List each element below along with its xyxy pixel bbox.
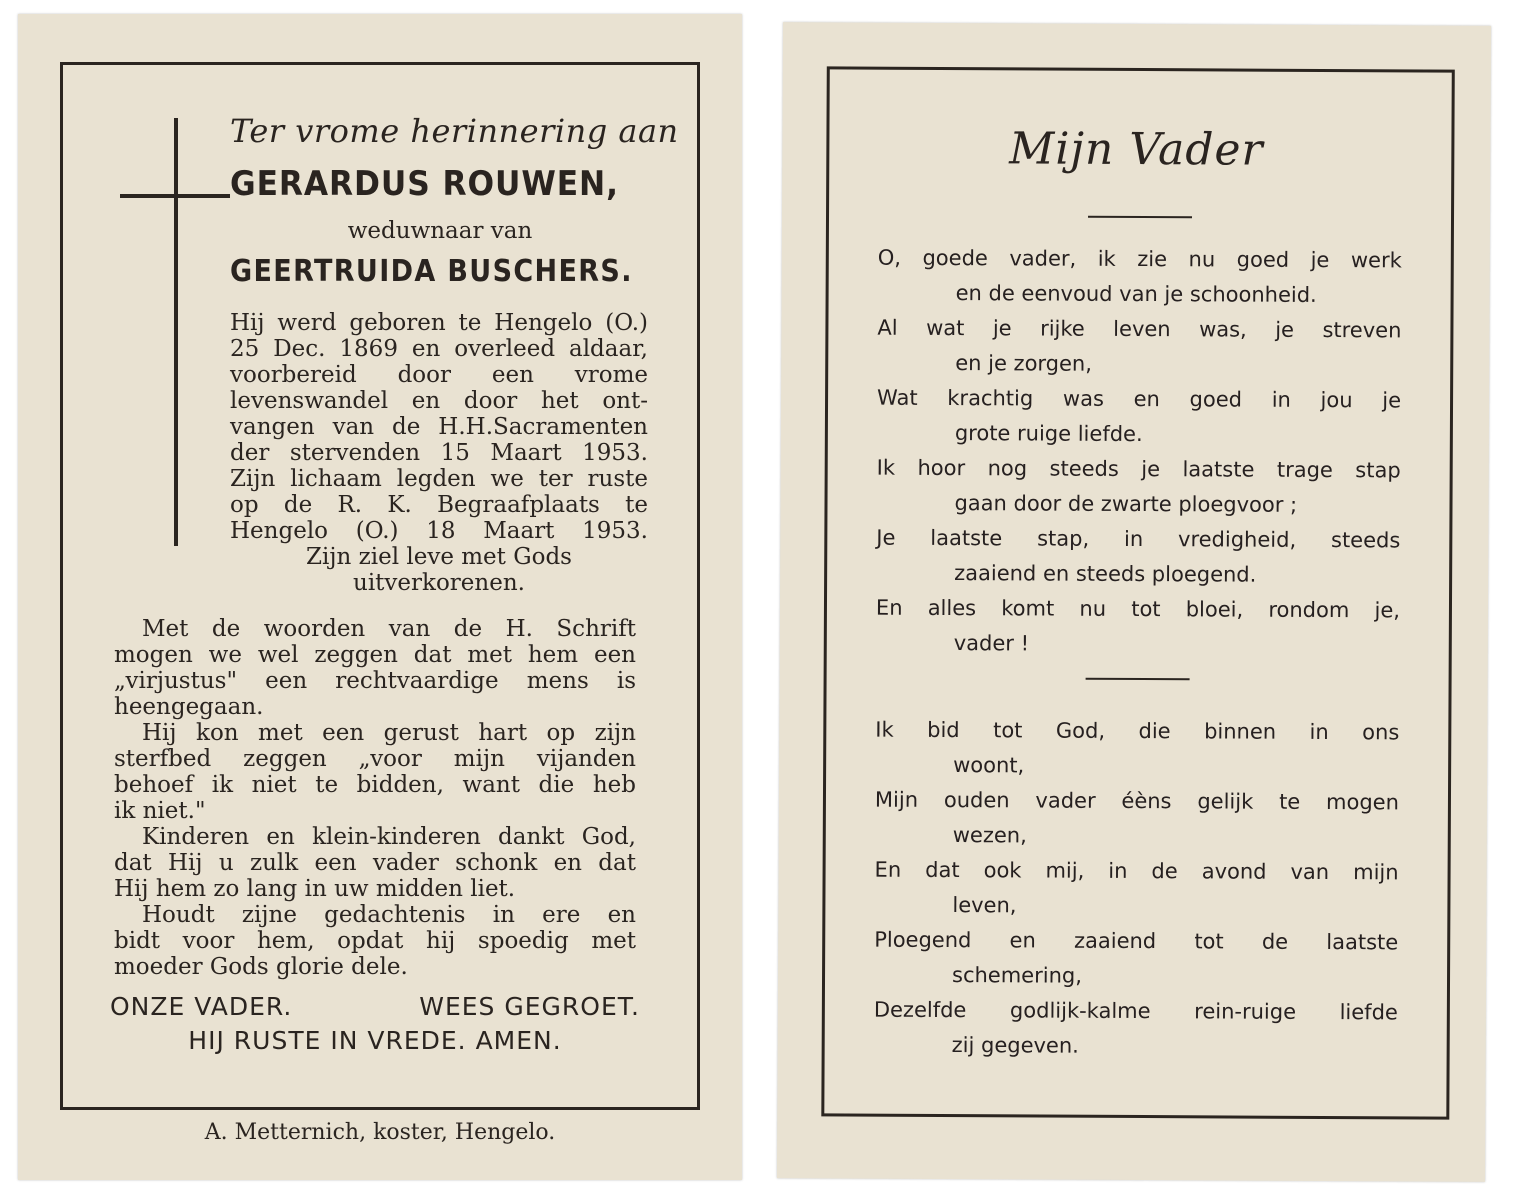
text-line: Kinderen en klein-kinderen dankt God, <box>142 824 636 850</box>
text-line: Houdt zijne gedachtenis in ere en <box>142 902 636 928</box>
text-line: Met de woorden van de H. Schrift <box>142 616 636 642</box>
prayer-onze-vader: ONZE VADER. <box>110 992 293 1021</box>
text-line: „virjustus" een rechtvaardige mens is <box>114 668 636 694</box>
text-line: heengegaan. <box>114 694 264 720</box>
text-line: Hij kon met een gerust hart op zijn <box>142 720 636 746</box>
poem-line: O, goede vader, ik zie nu goed je werk <box>877 245 1402 273</box>
poem-line: grote ruige liefde. <box>954 421 1143 447</box>
poem-line: zij gegeven. <box>951 1033 1079 1058</box>
poem-line: En dat ook mij, in de avond van mijn <box>874 857 1399 885</box>
prayer-line <box>110 992 640 1021</box>
bio-line: Zijn lichaam legden we ter ruste <box>230 466 648 492</box>
text-line: behoef ik niet te bidden, want die heb <box>114 772 636 798</box>
text-line: moeder Gods glorie dele. <box>114 954 408 980</box>
poem-line: Je laatste stap, in vredigheid, steeds <box>876 525 1401 553</box>
prayer-wees-gegroet: WEES GEGROET. <box>419 992 640 1021</box>
text-line: ik niet." <box>114 798 206 824</box>
poem-line: Ik hoor nog steeds je laatste trage stap <box>876 455 1401 483</box>
memorial-card-front <box>18 14 742 1180</box>
bio-line: Zijn ziel leve met Gods <box>306 544 572 570</box>
poem-line: leven, <box>952 893 1017 918</box>
text-line: Hij hem zo lang in uw midden liet. <box>114 876 516 902</box>
poem-line: en de eenvoud van je schoonheid. <box>955 281 1317 307</box>
cross-bar <box>120 194 230 198</box>
poem-line: Al wat je rijke leven was, je streven <box>877 315 1402 343</box>
bio-line: Hengelo (O.) 18 Maart 1953. <box>230 518 648 544</box>
bio-line: uitverkorenen. <box>353 570 525 596</box>
poem-line: Wat krachtig was en goed in jou je <box>877 385 1402 413</box>
bio-line: levenswandel en door het ont- <box>230 388 648 414</box>
text-line: mogen we wel zeggen dat met hem een <box>114 642 636 668</box>
text-line: sterfbed zeggen „voor mijn vijanden <box>114 746 636 772</box>
bio-line: 25 Dec. 1869 en overleed aldaar, <box>230 336 648 362</box>
poem-line: Dezelfde godlijk-kalme rein-ruige liefde <box>873 997 1398 1025</box>
spouse-name: GEERTRUIDA BUSCHERS. <box>230 254 633 289</box>
poem-line: vader ! <box>953 631 1030 656</box>
memorial-heading: Ter vrome herinnering aan <box>230 112 679 150</box>
poem-line: Mijn ouden vader éèns gelijk te mogen <box>874 787 1400 815</box>
text-line: dat Hij u zulk een vader schonk en dat <box>114 850 636 876</box>
cross-icon <box>174 118 178 546</box>
poem-line: en je zorgen, <box>955 351 1093 376</box>
biography <box>230 310 648 596</box>
poem-line: wezen, <box>952 823 1027 848</box>
text-line: bidt voor hem, opdat hij spoedig met <box>114 928 636 954</box>
poem-line: Ploegend en zaaiend tot de laatste <box>874 927 1399 955</box>
poem-line: En alles komt nu tot bloei, rondom je, <box>875 595 1401 623</box>
poem-stanza-2 <box>874 713 1400 1066</box>
poem-line: woont, <box>953 753 1025 778</box>
relation-label: weduwnaar van <box>347 218 533 244</box>
bio-line: der stervenden 15 Maart 1953. <box>230 440 648 466</box>
poem-stanza-1 <box>876 241 1402 664</box>
bio-line: Hij werd geboren te Hengelo (O.) <box>230 310 648 336</box>
bio-line: vangen van de H.H.Sacramenten <box>230 414 648 440</box>
poem-line: gaan door de zwarte ploegvoor ; <box>954 491 1298 517</box>
memorial-card-back <box>777 22 1491 1182</box>
tribute-text <box>114 616 636 980</box>
poem-line: schemering, <box>951 963 1082 988</box>
bio-line: voorbereid door een vrome <box>230 362 648 388</box>
poem-line: zaaiend en steeds ploegend. <box>954 561 1257 587</box>
deceased-name: GERARDUS ROUWEN, <box>230 164 619 204</box>
printer-footer: A. Metternich, koster, Hengelo. <box>204 1120 556 1145</box>
bio-line: op de R. K. Begraafplaats te <box>230 492 648 518</box>
poem-line: Ik bid tot God, die binnen in ons <box>875 717 1400 745</box>
closing-line: HIJ RUSTE IN VREDE. AMEN. <box>188 1026 562 1055</box>
poem-title: Mijn Vader <box>1009 123 1264 176</box>
